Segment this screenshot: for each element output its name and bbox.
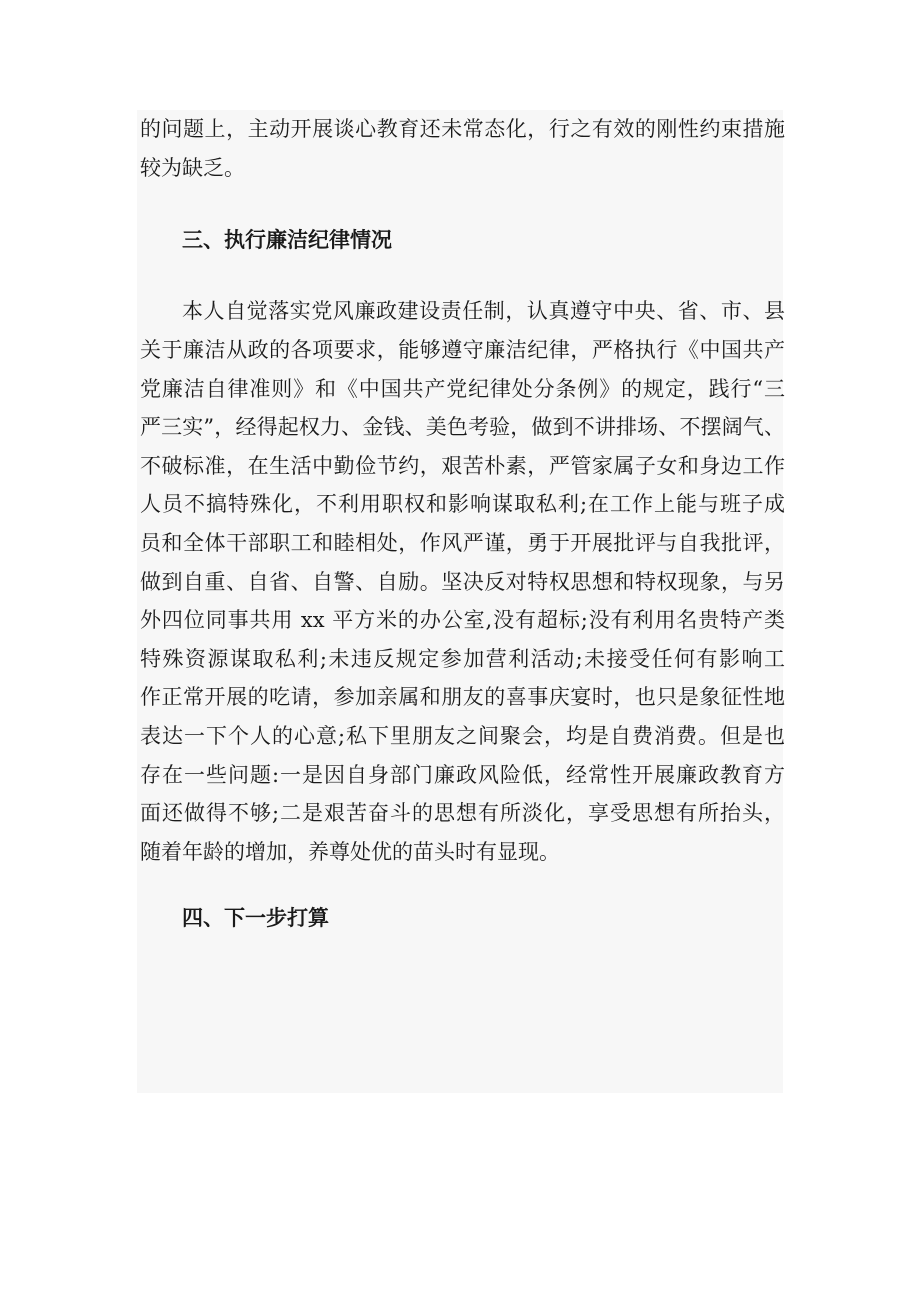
paragraph-gap	[140, 259, 785, 292]
document-body	[140, 110, 785, 938]
paragraph-line: 严三实”，经得起权力、金钱、美色考验，做到不讲排场、不摆阔气、	[140, 415, 785, 440]
paragraph-line: 人员不搞特殊化，不利用职权和影响谋取私利;在工作上能与班子成	[140, 492, 785, 517]
paragraph-line: 特殊资源谋取私利;未违反规定参加营利活动;未接受任何有影响工	[140, 646, 785, 671]
paragraph-line: 随着年龄的增加，养尊处优的苗头时有显现。	[140, 839, 560, 864]
section-heading-3: 三、执行廉洁纪律情况	[182, 226, 392, 252]
paragraph-gap	[140, 871, 785, 899]
paragraph-line: 本人自觉落实党风廉政建设责任制，认真遵守中央、省、市、县	[182, 299, 785, 324]
paragraph-line: 较为缺乏。	[140, 155, 245, 180]
paragraph-line: 表达一下个人的心意;私下里朋友之间聚会，均是自费消费。但是也	[140, 723, 785, 748]
paragraph-line: 作正常开展的吃请，参加亲属和朋友的喜事庆宴时，也只是象征性地	[140, 685, 785, 710]
paragraph-line: 关于廉洁从政的各项要求，能够遵守廉洁纪律，严格执行《中国共产	[140, 337, 785, 362]
paragraph-line: 面还做得不够;二是艰苦奋斗的思想有所淡化，享受思想有所抬头，	[140, 801, 785, 826]
paragraph-line: 的问题上，主动开展谈心教育还未常态化，行之有效的刚性约束措施	[140, 117, 785, 141]
paragraph-line: 做到自重、自省、自警、自励。坚决反对特权思想和特权现象，与另	[140, 569, 785, 594]
paragraph-line: 不破标准，在生活中勤俭节约，艰苦朴素，严管家属子女和身边工作	[140, 453, 785, 478]
paragraph-line: 外四位同事共用 xx 平方米的办公室,没有超标;没有利用名贵特产类	[140, 608, 785, 633]
paragraph-line: 存在一些问题:一是因自身部门廉政风险低，经常性开展廉政教育方	[140, 762, 785, 787]
section-heading-4: 四、下一步打算	[182, 905, 329, 931]
paragraph-line: 员和全体干部职工和睦相处，作风严谨，勇于开展批评与自我批评，	[140, 530, 785, 555]
paragraph-line: 党廉洁自律准则》和《中国共产党纪律处分条例》的规定，践行“三	[140, 376, 785, 401]
